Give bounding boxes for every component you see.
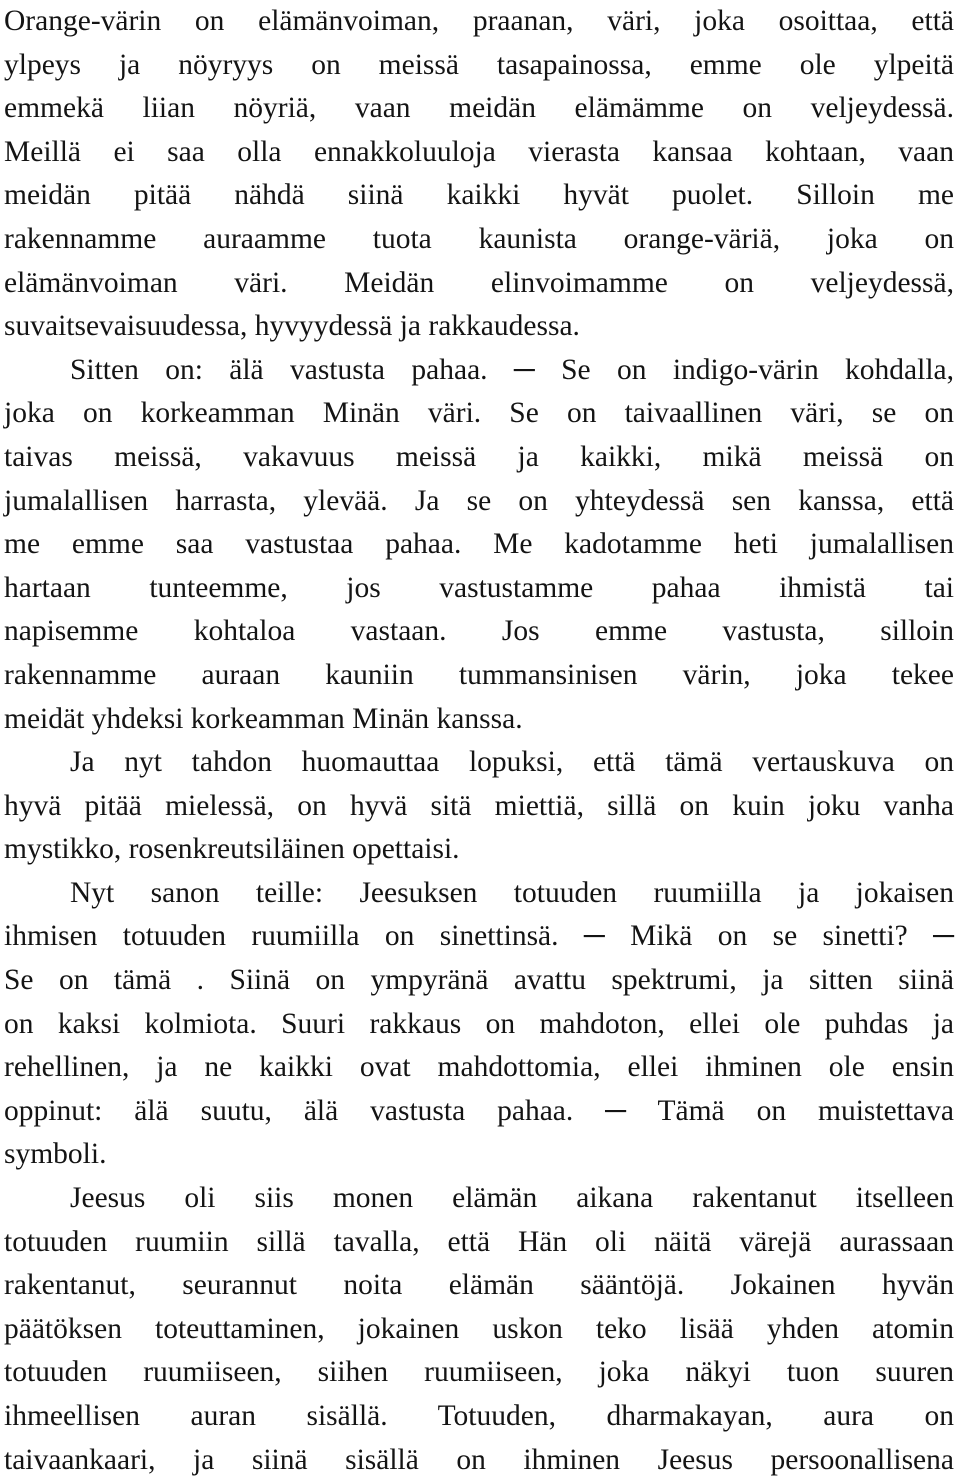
text-line: rakentanut, seurannut noita elämän sääntöjä. Jokainen hyvän (4, 1269, 954, 1302)
text-line: taivas meissä, vakavuus meissä ja kaikki, mikä meissä on (4, 440, 954, 473)
text-line: Ja nyt tahdon huomauttaa lopuksi, että tämä vertauskuva on (70, 746, 954, 779)
text-line: symboli. (4, 1138, 107, 1171)
text-line: suvaitsevaisuudessa, hyvyydessä ja rakkaudessa. (4, 310, 580, 343)
text-line: meidät yhdeksi korkeamman Minän kanssa. (4, 702, 523, 735)
text-line: Orange-värin on elämänvoiman, praanan, väri, joka osoittaa, että (4, 5, 954, 37)
text-line: totuuden ruumiiseen, siihen ruumiiseen, joka näkyi tuon suuren (4, 1356, 954, 1389)
text-line: me emme saa vastustaa pahaa. Me kadotamme heti jumalallisen (4, 528, 954, 561)
text-line: rehellinen, ja ne kaikki ovat mahdottomia, ellei ihminen ole ensin (4, 1051, 954, 1084)
text-line: totuuden ruumiin sillä tavalla, että Hän oli näitä värejä aurassaan (4, 1225, 954, 1258)
text-line: Nyt sanon teille: Jeesuksen totuuden ruumiilla ja jokaisen (70, 876, 954, 909)
body-text (4, 0, 954, 1482)
text-line: on kaksi kolmiota. Suuri rakkaus on mahdoton, ellei ole puhdas ja (4, 1007, 954, 1040)
text-line: hartaan tunteemme, jos vastustamme pahaa ihmistä tai (4, 571, 954, 604)
text-line: Sitten on: älä vastusta pahaa. ─ Se on indigo-värin kohdalla, (70, 353, 954, 386)
text-line: Meillä ei saa olla ennakkoluuloja vierasta kansaa kohtaan, vaan (4, 135, 954, 168)
text-line: rakennamme auraamme tuota kaunista orange-väriä, joka on (4, 222, 954, 255)
text-line: oppinut: älä suutu, älä vastusta pahaa. ─ Tämä on muistettava (4, 1094, 954, 1127)
text-line: meidän pitää nähdä siinä kaikki hyvät puolet. Silloin me (4, 179, 954, 212)
text-line: emmekä liian nöyriä, vaan meidän elämämme on veljeydessä. (4, 92, 954, 125)
text-line: ylpeys ja nöyryys on meissä tasapainossa, emme ole ylpeitä (4, 48, 954, 81)
text-line: taivaankaari, ja siinä sisällä on ihminen Jeesus persoonallisena (4, 1443, 954, 1476)
text-line: hyvä pitää mielessä, on hyvä sitä miettiä, sillä on kuin joku vanha (4, 789, 954, 822)
text-line: napisemme kohtaloa vastaan. Jos emme vastusta, silloin (4, 615, 954, 648)
text-line: päätöksen toteuttaminen, jokainen uskon teko lisää yhden atomin (4, 1312, 954, 1345)
text-line: ihmeellisen auran sisällä. Totuuden, dharmakayan, aura on (4, 1400, 954, 1432)
text-line: rakennamme auraan kauniin tummansinisen värin, joka tekee (4, 658, 954, 691)
text-line: mystikko, rosenkreutsiläinen opettaisi. (4, 833, 460, 866)
text-line: Jeesus oli siis monen elämän aikana rakentanut itselleen (70, 1182, 954, 1215)
text-line: Se on tämä . Siinä on ympyränä avattu spektrumi, ja sitten siinä (4, 964, 954, 997)
text-line: ihmisen totuuden ruumiilla on sinettinsä. ─ Mikä on se sinetti? ─ (4, 920, 954, 953)
text-line: joka on korkeamman Minän väri. Se on taivaallinen väri, se on (4, 397, 954, 430)
text-line: jumalallisen harrasta, ylevää. Ja se on yhteydessä sen kanssa, että (4, 484, 954, 517)
text-line: elämänvoiman väri. Meidän elinvoimamme on veljeydessä, (4, 266, 954, 299)
